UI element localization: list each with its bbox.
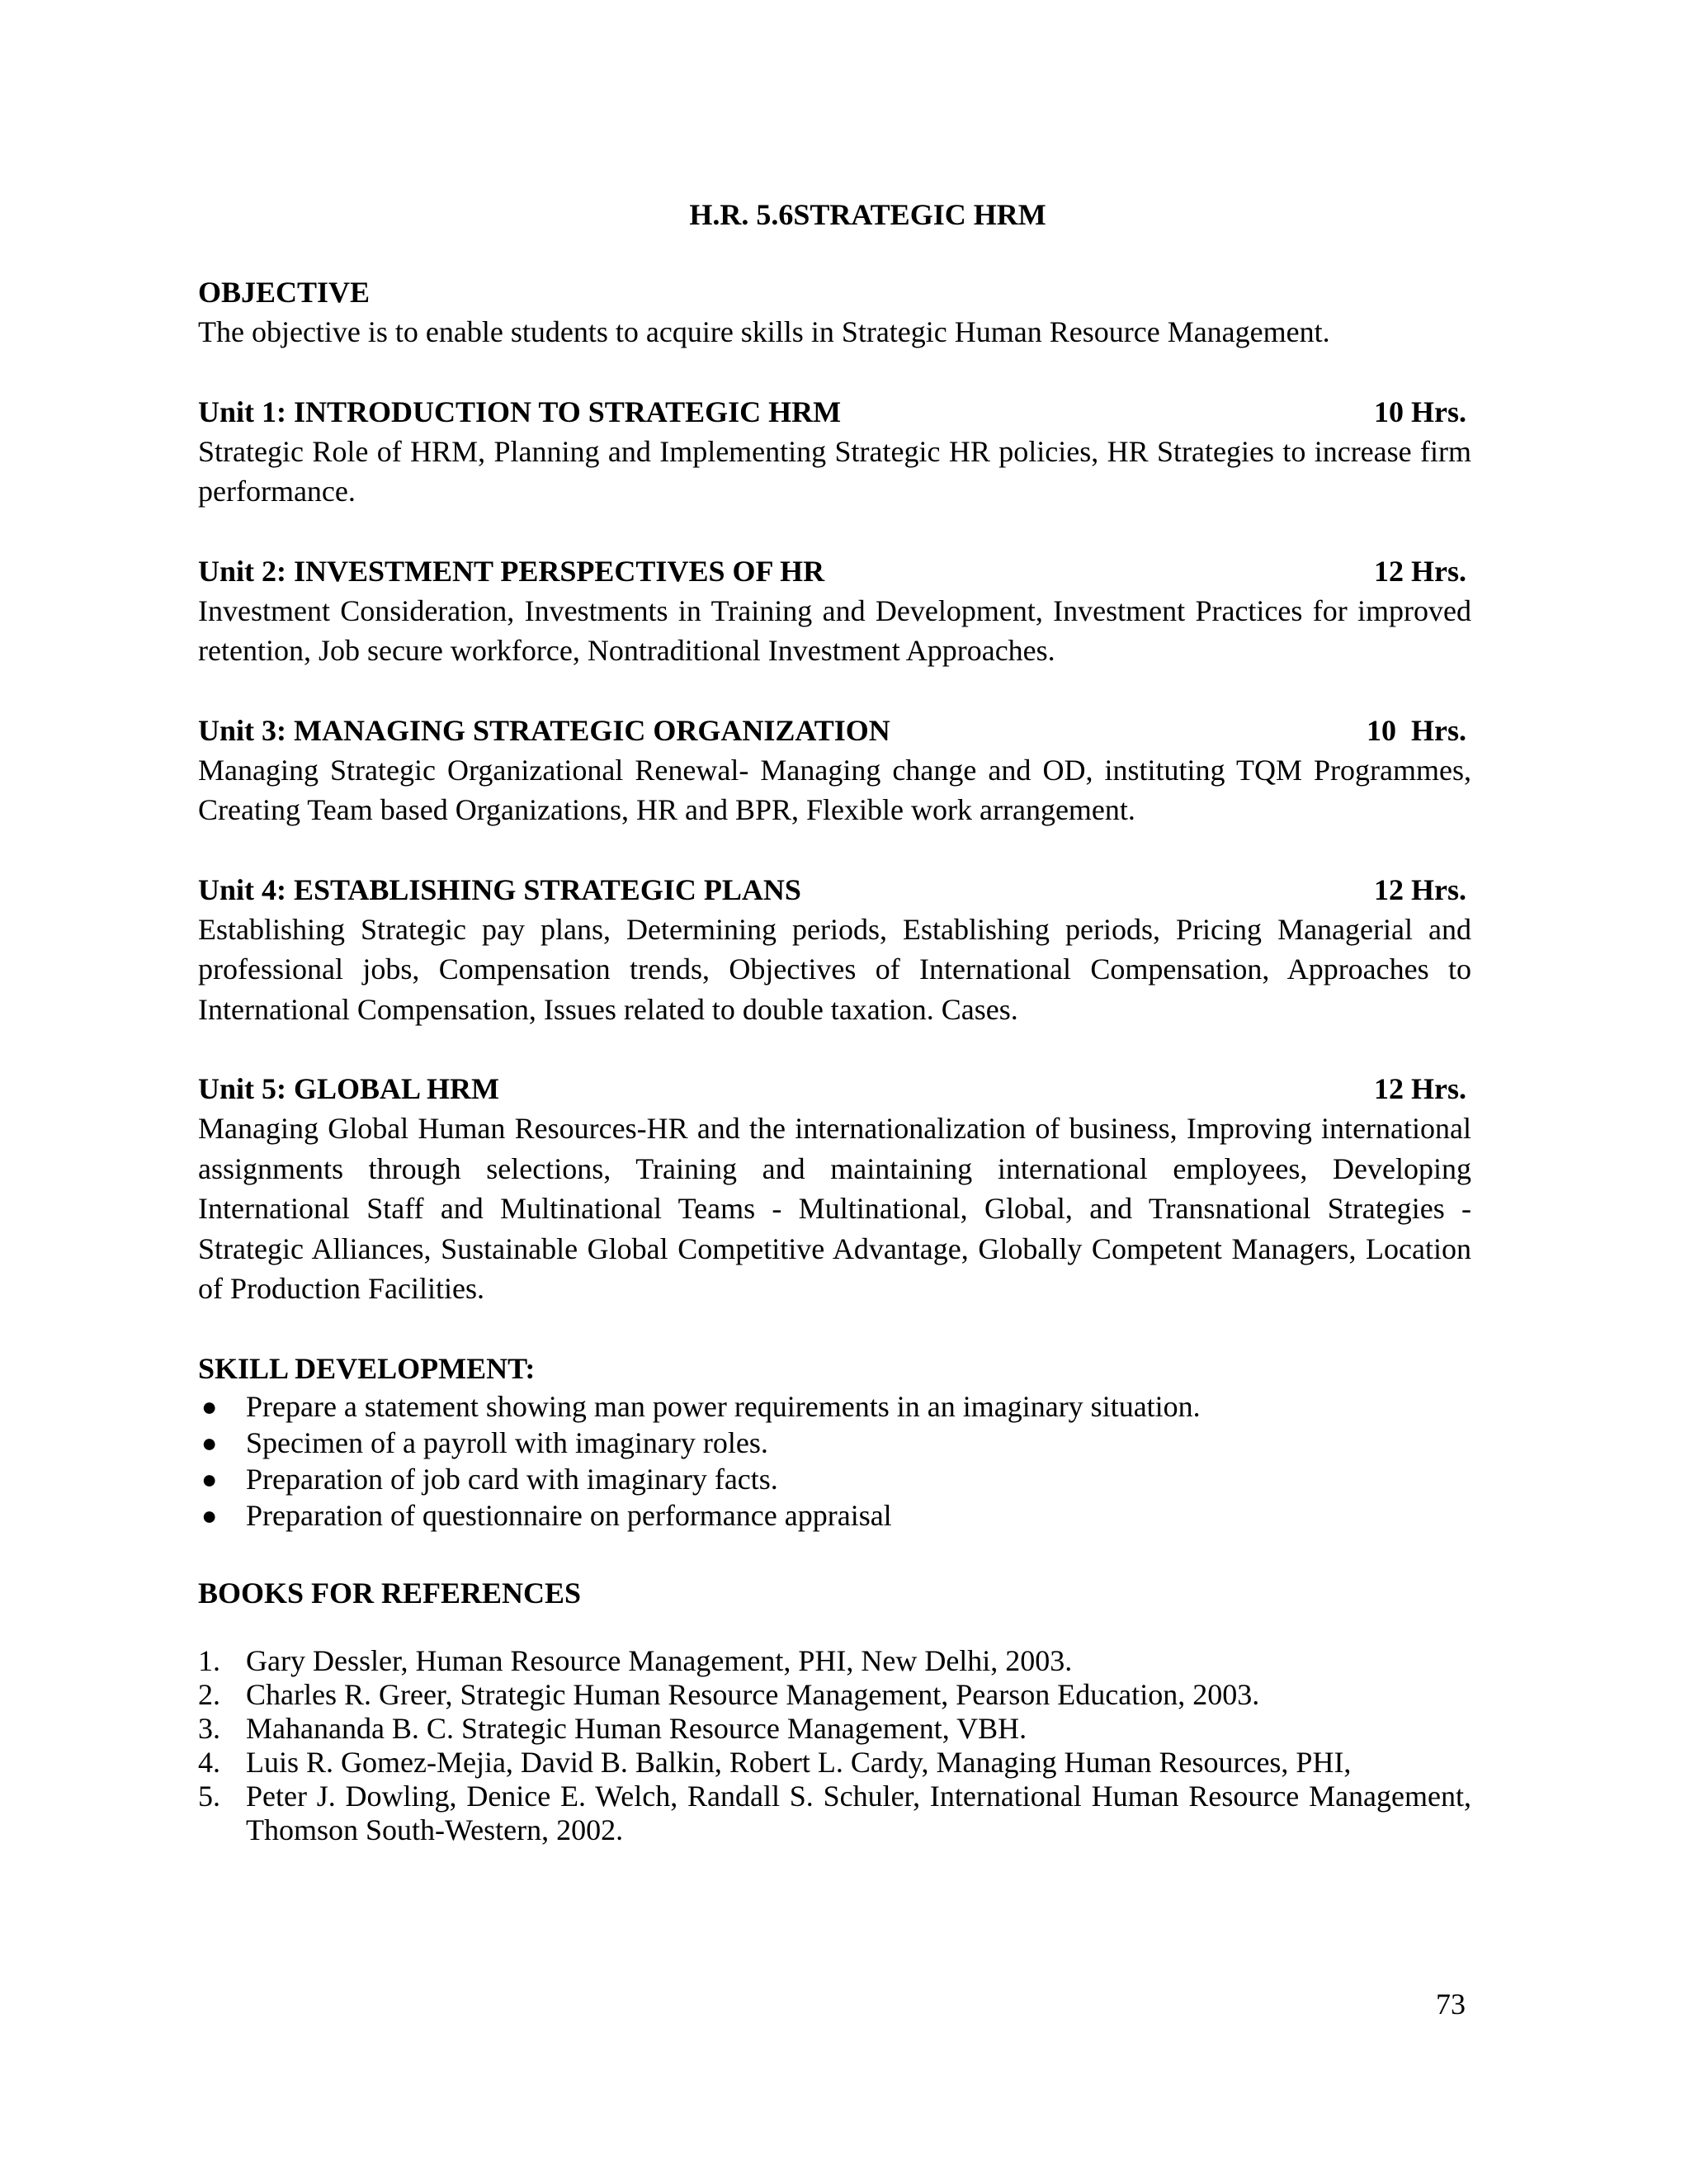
list-item: ● Specimen of a payroll with imaginary roles. [201,1425,768,1459]
page-number: 73 [1436,1988,1466,2021]
unit-hours: 12 Hrs. [1374,872,1466,906]
unit-title: Unit 5: GLOBAL HRM [198,1072,500,1105]
unit-3 [198,711,1471,830]
bullet-icon: ● [201,1500,218,1530]
unit-2 [198,551,1471,671]
unit-description: Strategic Role of HRM, Planning and Implementing Strategic HR policies, HR Strategies to increase firm performance. [198,434,1471,508]
list-item: 1. Gary Dessler, Human Resource Management, PHI, New Delhi, 2003. [198,1643,1073,1677]
unit-title: Unit 3: MANAGING STRATEGIC ORGANIZATION [198,713,890,747]
syllabus-page [198,195,1471,1847]
page-title: H.R. 5.6STRATEGIC HRM [689,198,1046,231]
unit-hours: 12 Hrs. [1374,1072,1466,1105]
unit-4 [198,870,1471,1030]
list-item: 3. Mahananda B. C. Strategic Human Resource Management, VBH. [198,1711,1027,1745]
books-heading: BOOKS FOR REFERENCES [198,1576,582,1610]
unit-title: Unit 4: ESTABLISHING STRATEGIC PLANS [198,872,801,906]
list-item: 5. Peter J. Dowling, Denice E. Welch, Randall S. Schuler, International Human Resource Management, Thomson South-Western, 2002. [198,1779,1471,1846]
skill-list [198,1388,1471,1534]
unit-description: Establishing Strategic pay plans, Determining periods, Establishing periods, Pricing Managerial and professional jobs, Compensation trends, Objectives of International Compensation, Approaches to International Compensation, Issues related to double taxation. Cases. [198,912,1471,1026]
unit-title: Unit 2: INVESTMENT PERSPECTIVES OF HR [198,554,825,588]
unit-heading [198,392,1471,432]
unit-hours: 12 Hrs. [1374,554,1466,588]
list-item: ● Prepare a statement showing man power requirements in an imaginary situation. [201,1389,1201,1423]
objective-text: The objective is to enable students to acquire skills in Strategic Human Resource Management. [198,315,1330,348]
unit-heading [198,1069,1471,1109]
bullet-icon: ● [201,1427,218,1458]
unit-hours: 10 Hrs. [1367,713,1466,747]
skill-development-heading: SKILL DEVELOPMENT: [198,1351,536,1385]
unit-5 [198,1069,1471,1309]
books-section [198,1573,1471,1847]
skill-development-section [198,1349,1471,1534]
objective-section [198,272,1471,352]
list-item: ● Preparation of questionnaire on performance appraisal [201,1498,892,1532]
unit-heading [198,551,1471,591]
objective-heading: OBJECTIVE [198,276,371,309]
unit-heading [198,870,1471,910]
unit-description: Investment Consideration, Investments in Training and Development, Investment Practices for improved retention, Job secure workforce, Nontraditional Investment Approaches. [198,593,1471,667]
reference-list [198,1644,1471,1847]
list-item: ● Preparation of job card with imaginary facts. [201,1462,778,1496]
bullet-icon: ● [201,1463,218,1494]
list-item: 2. Charles R. Greer, Strategic Human Resource Management, Pearson Education, 2003. [198,1677,1260,1711]
unit-title: Unit 1: INTRODUCTION TO STRATEGIC HRM [198,395,842,428]
unit-heading [198,711,1471,750]
unit-description: Managing Strategic Organizational Renewal- Managing change and OD, instituting TQM Programmes, Creating Team based Organizations, HR and BPR, Flexible work arrangement. [198,753,1471,826]
unit-hours: 10 Hrs. [1374,395,1466,428]
bullet-icon: ● [201,1391,218,1421]
unit-description: Managing Global Human Resources-HR and the internationalization of business, Improving international assignments through selections, Training and maintaining international employees, Developing International Staff and Multinational Teams - Multinational, Global, and Transnational Strategies - Strategic Alliances, Sustainable Global Competitive Advantage, Globally Competent Managers, Location of Production Facilities. [198,1112,1471,1305]
list-item: 4. Luis R. Gomez-Mejia, David B. Balkin, Robert L. Cardy, Managing Human Resources, PHI, [198,1745,1352,1779]
unit-1 [198,392,1471,512]
